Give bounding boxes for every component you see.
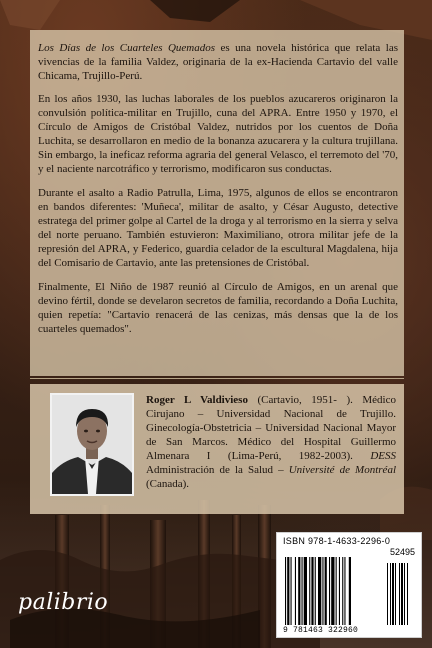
publisher-logo: palibrio <box>18 590 109 615</box>
price-code: 52495 <box>389 547 415 557</box>
author-name: Roger L Valdivieso <box>146 394 248 406</box>
synopsis-paragraph-1: Los Días de los Cuarteles Quemados es una novela histórica que relata las vivencias de la familia Valdez, originaria de la ex-Hacienda Cartavio del valle Chicama, Trujillo-Perú. <box>38 42 398 82</box>
book-title: Los Días de los Cuarteles Quemados <box>38 42 216 54</box>
synopsis-paragraph-4: Finalmente, El Niño de 1987 reunió al Círculo de Amigos, en un arenal que devino fértil, donde se develaron secretos de familia, recordando a Doña Luchita, quien repetía: "Cartavio renacerá de las cenizas, más densas que la de los cuarteles quemados". <box>38 281 398 335</box>
synopsis-text <box>38 41 398 346</box>
synopsis-paragraph-3: Durante el asalto a Radio Patrulla, Lima, 1975, algunos de ellos se encontraron en bandos diferentes: 'Muñeca', militar de asalto, y César Augusto, detective estratega del primer golpe al Cartel de la droga y al terrorismo en la sierra y selva del norte peruano. También estuvieron: Maximiliano, otrora militar jefe de la represión del APRA, y Federico, guardia celador de la escultural Magdalena, hija del Comisario de Cartavio, ante las pretensiones de Cristóbal. <box>38 187 398 269</box>
barcode-bars <box>283 557 417 625</box>
isbn-number: ISBN 978-1-4633-2296-0 <box>283 536 391 546</box>
synopsis-paragraph-2: En los años 1930, las luchas laborales de los pueblos azucareros originaron la convulsión política-militar en Trujillo, cuna del APRA. Entre 1950 y 1970, el Círculo de Amigos de Cristóbal Valdez, nutridos por los cuentos de Doña Luchita, se desarrollaron en medio de la bonanza azucarera y la cultura trujillana. Sin embargo, la ineficaz reforma agraria del general Velasco, el terremoto del '70, y el naciente narcotráfico y terrorismo, modificaron sus conductas. <box>38 93 398 175</box>
divider <box>30 378 404 379</box>
author-bio: Roger L Valdivieso (Cartavio, 1951- ). Médico Cirujano – Universidad Nacional de Trujillo. Ginecología-Obstetricia – Universidad Nacional Mayor de San Marcos. Médico del Hospital Guillermo Almenara I (Lima-Perú, 1982-2003). DESS Administración de la Salud – Université de Montréal (Canada). <box>146 394 396 490</box>
author-portrait-icon <box>52 395 132 494</box>
barcode-digits: 9 781463 322960 <box>283 626 359 635</box>
author-photo <box>50 393 134 496</box>
barcode-block <box>276 532 422 638</box>
